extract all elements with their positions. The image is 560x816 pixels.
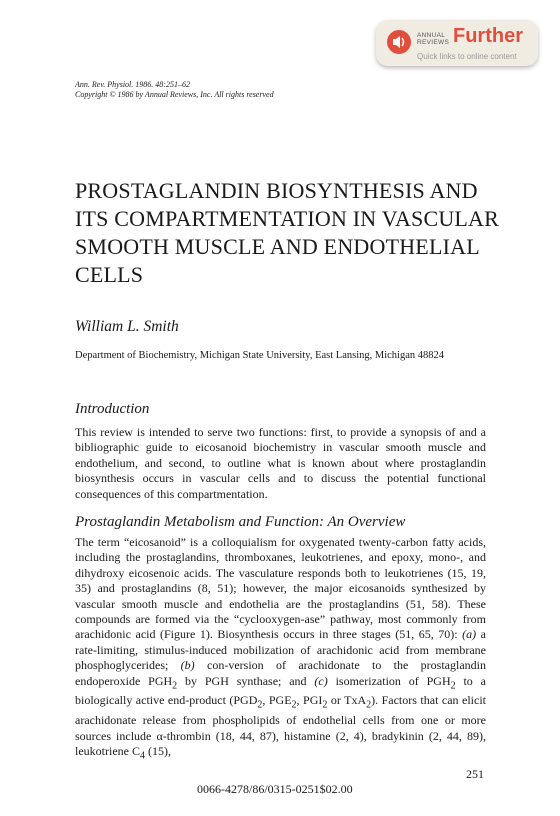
author-name: William L. Smith xyxy=(75,318,179,335)
further-label: Further xyxy=(453,25,523,47)
citation-journal: Ann. Rev. Physiol. 1986. 48:251–62 xyxy=(75,80,190,89)
page-number: 251 xyxy=(466,767,484,781)
overview-paragraph: The term “eicosanoid” is a colloquialism for oxygenated twenty-carbon fatty acids, including the prostaglandins, thromboxanes, leukotrienes, and epoxy, mono-, and dihydroxy eicosenoic acids. The vasculature responds both to leukotrienes (15, 19, 35) and prostaglandins (8, 51); however, the major eicosanoids synthesized by vascular smooth muscle and endothelia are the prostaglandins (51, 58). These compounds are formed via the “cyclooxygen-ase” pathway, most commonly from arachidonic acid (Figure 1). Biosynthesis occurs in three stages (51, 65, 70): (a) a rate-limiting, stimulus-induced mobilization of arachidonic acid from membrane phosphoglycerides; (b) con-version of arachidonate to the prostaglandin endoperoxide $PGH_2$ by PGH synthase; and (c) isomerization of $PGH_2$ to a biologically active end-product ($PGD_2$, $PGE_2$, $PGI_2$ or TxA$_2$). Factors that can elicit arachidonate release from phospholipids of endothelial cells from one or more sources include α-thrombin (18, 44, 87), histamine (2, 4), bradykinin (2, 44, 89), leukotriene $C_4$ (15), xyxy=(75,535,487,762)
section-heading-overview: Prostaglandin Metabolism and Function: An Overview xyxy=(75,514,406,530)
author-affiliation: Department of Biochemistry, Michigan State University, East Lansing, Michigan 48824 xyxy=(75,350,444,361)
introduction-paragraph: This review is intended to serve two functions: first, to provide a synopsis of and a bibliographic guide to eicosanoid biochemistry in vascular smooth muscle and endothelium, and second, to outline what is known about where prostaglandin biosynthesis occurs in vascular cells and to discuss the potential functional consequences of this compartmentation. xyxy=(75,425,486,501)
quick-links-label: Quick links to online content xyxy=(417,52,517,61)
section-heading-introduction: Introduction xyxy=(75,401,150,417)
article-title: PROSTAGLANDIN BIOSYNTHESIS AND ITS COMPARTMENTATION IN VASCULAR SMOOTH MUSCLE AND ENDOTHELIAL CELLS xyxy=(75,178,500,287)
annual-reviews-logo-text: ANNUAL REVIEWS xyxy=(417,32,450,46)
footer-code: 0066-4278/86/0315-0251$02.00 xyxy=(197,782,353,796)
speaker-arrow-icon xyxy=(387,30,411,54)
citation-copyright: Copyright © 1986 by Annual Reviews, Inc. All rights reserved xyxy=(75,90,274,99)
further-badge[interactable] xyxy=(376,20,538,66)
citation xyxy=(75,80,274,100)
